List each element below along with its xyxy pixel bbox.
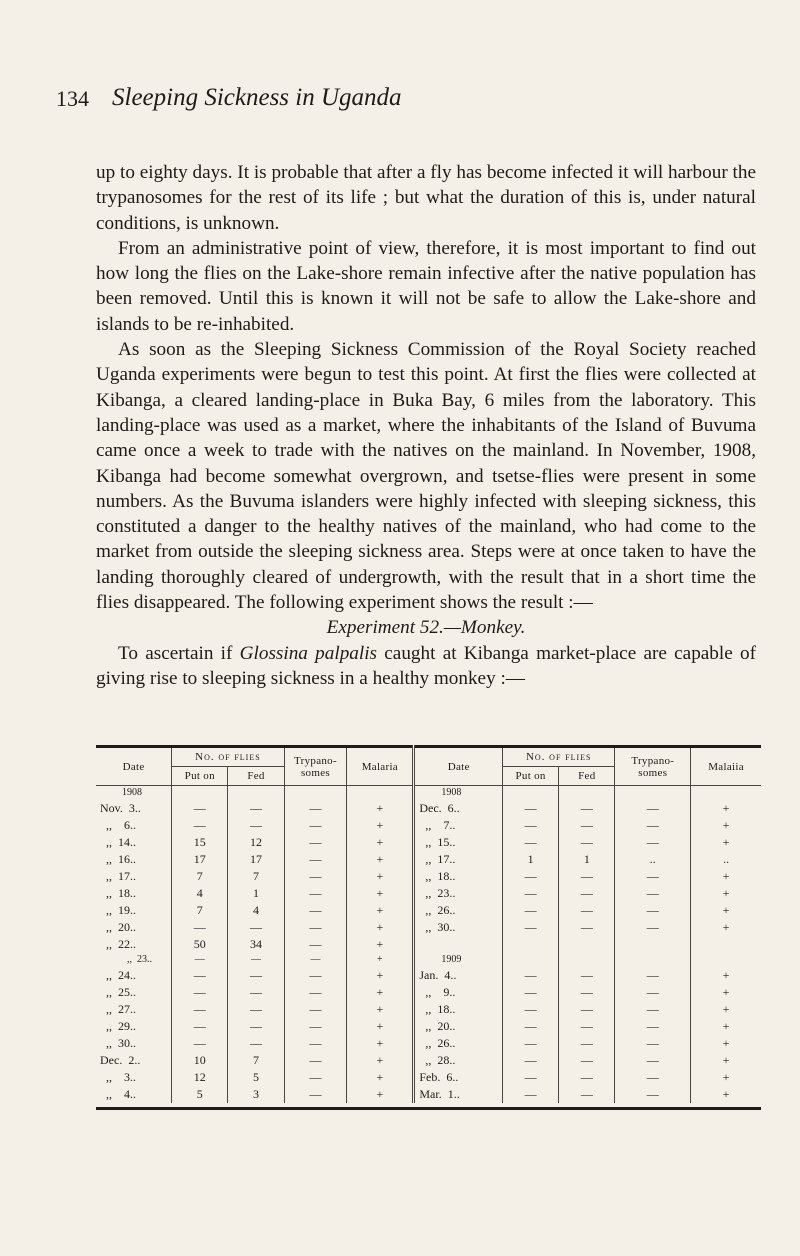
right-tryp-cell: — <box>615 1069 691 1086</box>
right-tryp-cell: — <box>615 1018 691 1035</box>
table-row <box>96 800 761 817</box>
left-malaria-cell: + <box>347 800 414 817</box>
left-tryp-cell: — <box>284 1086 347 1103</box>
left-fed-cell <box>228 786 284 801</box>
header-row-1 <box>96 747 761 767</box>
experiment-table-wrapper <box>96 745 761 1110</box>
right-malaria-cell <box>691 936 761 953</box>
left-fed-cell: 7 <box>228 1052 284 1069</box>
table-row <box>96 817 761 834</box>
table-row <box>96 1035 761 1052</box>
left-put-on-cell <box>172 786 228 801</box>
right-date-cell: ,, 28.. <box>414 1052 503 1069</box>
left-tryp-cell: — <box>284 834 347 851</box>
right-put-on-cell: — <box>503 1086 559 1103</box>
paragraph-1: up to eighty days. It is probable that after a fly has become infected it will harbour the trypanosomes for the rest of its life ; but what the duration of this is, under natural conditions, is unknown. <box>96 162 756 234</box>
right-put-on-cell: — <box>503 1052 559 1069</box>
right-date-cell <box>414 936 503 953</box>
left-put-on-cell: 5 <box>172 1086 228 1103</box>
left-fed-cell: — <box>228 1018 284 1035</box>
paragraph-2: From an administrative point of view, therefore, it is most important to find out how long the flies on the Lake-shore remain infective after the native population has been removed. Until this is known it will not be safe to allow the Lake-shore and islands to be re-inhabited. <box>96 237 756 335</box>
right-put-on-cell: — <box>503 1069 559 1086</box>
left-malaria-cell: + <box>347 834 414 851</box>
right-fed-cell: — <box>559 885 615 902</box>
right-put-on-cell: — <box>503 984 559 1001</box>
header-no-of-flies-left: No. of flies <box>172 747 284 767</box>
left-tryp-cell: — <box>284 1035 347 1052</box>
right-malaria-cell: + <box>722 1053 730 1067</box>
table-row <box>96 1052 761 1069</box>
left-malaria-cell: + <box>347 817 414 834</box>
right-put-on-cell: — <box>503 868 559 885</box>
right-fed-cell: — <box>559 1069 615 1086</box>
left-tryp-cell: — <box>284 885 347 902</box>
right-date-cell: Jan. 4.. <box>414 967 503 984</box>
running-title: Sleeping Sickness in Uganda <box>112 84 402 111</box>
left-malaria-cell: + <box>347 919 414 936</box>
header-malaria-left: Malaria <box>347 747 414 786</box>
left-malaria-cell: + <box>347 1035 414 1052</box>
right-tryp-cell: — <box>615 834 691 851</box>
paragraph-4-pre: To ascertain if <box>118 642 240 664</box>
left-tryp-cell: — <box>284 1069 347 1086</box>
right-fed-cell: — <box>559 919 615 936</box>
right-fed-cell: — <box>559 800 615 817</box>
left-tryp-cell: — <box>284 919 347 936</box>
right-fed-cell: 1 <box>559 851 615 868</box>
right-put-on-cell <box>503 953 559 967</box>
table-row <box>96 851 761 868</box>
right-malaria-cell: + <box>722 903 730 917</box>
left-fed-cell: — <box>228 1001 284 1018</box>
header-malaria-right: Malaiia <box>691 747 761 786</box>
paragraph-4 <box>96 641 756 692</box>
left-fed-cell: — <box>228 953 284 967</box>
left-put-on-cell: — <box>172 1001 228 1018</box>
left-malaria-cell: + <box>347 1018 414 1035</box>
table-row <box>96 902 761 919</box>
table-row <box>96 984 761 1001</box>
right-put-on-cell: — <box>503 817 559 834</box>
right-malaria-cell: .. <box>723 852 730 866</box>
table-row <box>96 786 761 801</box>
table-bottom-rule <box>96 1103 761 1109</box>
left-date-cell: ,, 19.. <box>96 902 172 919</box>
left-fed-cell: 7 <box>228 868 284 885</box>
right-malaria-cell: + <box>722 1019 730 1033</box>
right-tryp-cell: .. <box>615 851 691 868</box>
body-text <box>96 160 756 691</box>
right-tryp-cell: — <box>615 1086 691 1103</box>
left-put-on-cell: — <box>172 817 228 834</box>
left-date-cell: ,, 17.. <box>96 868 172 885</box>
right-date-cell: ,, 17.. <box>414 851 503 868</box>
left-tryp-cell: — <box>284 936 347 953</box>
left-tryp-cell: — <box>284 800 347 817</box>
table-body <box>96 786 761 1104</box>
left-malaria-cell: + <box>347 936 414 953</box>
left-fed-cell: 4 <box>228 902 284 919</box>
right-date-cell: ,, 23.. <box>414 885 503 902</box>
right-tryp-cell: — <box>615 1035 691 1052</box>
left-put-on-cell: 12 <box>172 1069 228 1086</box>
right-date-cell: ,, 9.. <box>414 984 503 1001</box>
right-fed-cell <box>559 936 615 953</box>
right-tryp-cell <box>615 936 691 953</box>
left-malaria-cell: + <box>347 953 414 967</box>
left-date-cell: ,, 27.. <box>96 1001 172 1018</box>
right-malaria-cell: + <box>722 818 730 832</box>
left-tryp-cell: — <box>284 1018 347 1035</box>
left-put-on-cell: 17 <box>172 851 228 868</box>
left-date-cell: ,, 4.. <box>96 1086 172 1103</box>
right-fed-cell: — <box>559 984 615 1001</box>
right-put-on-cell: — <box>503 800 559 817</box>
left-malaria-cell <box>347 786 414 801</box>
left-put-on-cell: 7 <box>172 902 228 919</box>
left-malaria-cell: + <box>347 902 414 919</box>
left-date-cell: Nov. 3.. <box>96 800 172 817</box>
left-put-on-cell: — <box>172 967 228 984</box>
left-put-on-cell: — <box>172 984 228 1001</box>
right-put-on-cell <box>503 936 559 953</box>
left-date-cell: ,, 30.. <box>96 1035 172 1052</box>
right-tryp-cell: — <box>615 902 691 919</box>
right-malaria-cell: + <box>722 886 730 900</box>
header-put-on-right: Put on <box>503 767 559 786</box>
left-put-on-cell: — <box>172 953 228 967</box>
experiment-heading: Experiment 52.—Monkey. <box>326 617 526 639</box>
right-malaria-cell: + <box>722 920 730 934</box>
left-put-on-cell: — <box>172 919 228 936</box>
right-tryp-cell: — <box>615 800 691 817</box>
right-malaria-cell: + <box>722 1070 730 1084</box>
left-date-cell: Dec. 2.. <box>96 1052 172 1069</box>
left-fed-cell: 12 <box>228 834 284 851</box>
left-date-cell: ,, 16.. <box>96 851 172 868</box>
left-fed-cell: 17 <box>228 851 284 868</box>
left-date-cell: ,, 23.. <box>96 953 172 967</box>
right-put-on-cell: 1 <box>503 851 559 868</box>
left-tryp-cell: — <box>284 967 347 984</box>
right-malaria-cell: + <box>722 968 730 982</box>
right-tryp-cell: — <box>615 868 691 885</box>
left-malaria-cell: + <box>347 1052 414 1069</box>
right-put-on-cell: — <box>503 967 559 984</box>
left-fed-cell: — <box>228 1035 284 1052</box>
header-trypanosomes-left: Trypano-somes <box>284 747 347 786</box>
right-put-on-cell <box>503 786 559 801</box>
left-fed-cell: — <box>228 800 284 817</box>
table-row <box>96 1069 761 1086</box>
table-row <box>96 936 761 953</box>
right-tryp-cell <box>615 953 691 967</box>
left-date-cell: ,, 29.. <box>96 1018 172 1035</box>
left-tryp-cell: — <box>284 868 347 885</box>
right-fed-cell: — <box>559 868 615 885</box>
left-date-cell: ,, 25.. <box>96 984 172 1001</box>
header-trypanosomes-right: Trypano-somes <box>615 747 691 786</box>
table-row <box>96 1001 761 1018</box>
left-tryp-cell: — <box>284 817 347 834</box>
left-malaria-cell: + <box>347 885 414 902</box>
right-malaria-cell: + <box>722 1002 730 1016</box>
left-date-cell: ,, 3.. <box>96 1069 172 1086</box>
table-row <box>96 967 761 984</box>
left-fed-cell: — <box>228 919 284 936</box>
right-date-cell: Feb. 6.. <box>414 1069 503 1086</box>
paragraph-4-post: caught at Kibanga market-place are capable of giving rise to sleeping sickness in a healthy monkey :— <box>96 642 756 689</box>
right-put-on-cell: — <box>503 1018 559 1035</box>
right-date-cell: ,, 30.. <box>414 919 503 936</box>
header-no-of-flies-right: No. of flies <box>503 747 615 767</box>
right-tryp-cell: — <box>615 1052 691 1069</box>
table-row <box>96 953 761 967</box>
left-date-cell: ,, 24.. <box>96 967 172 984</box>
right-date-cell: Dec. 6.. <box>414 800 503 817</box>
left-fed-cell: — <box>228 817 284 834</box>
table-row <box>96 834 761 851</box>
header-date-left: Date <box>96 747 172 786</box>
right-put-on-cell: — <box>503 1035 559 1052</box>
left-tryp-cell: — <box>284 1001 347 1018</box>
right-fed-cell: — <box>559 1035 615 1052</box>
header-fed-right: Fed <box>559 767 615 786</box>
right-malaria-cell: + <box>722 869 730 883</box>
left-put-on-cell: — <box>172 1035 228 1052</box>
right-malaria-cell: + <box>722 835 730 849</box>
right-malaria-cell: + <box>722 1036 730 1050</box>
left-tryp-cell: — <box>284 1052 347 1069</box>
right-tryp-cell: — <box>615 885 691 902</box>
right-put-on-cell: — <box>503 1001 559 1018</box>
table-row <box>96 885 761 902</box>
left-date-cell: ,, 22.. <box>96 936 172 953</box>
left-tryp-cell: — <box>284 902 347 919</box>
right-put-on-cell: — <box>503 834 559 851</box>
left-put-on-cell: — <box>172 800 228 817</box>
right-malaria-cell: + <box>722 985 730 999</box>
left-fed-cell: 3 <box>228 1086 284 1103</box>
right-malaria-cell <box>691 953 761 967</box>
left-put-on-cell: 4 <box>172 885 228 902</box>
left-put-on-cell: 15 <box>172 834 228 851</box>
table-row <box>96 1086 761 1103</box>
right-date-cell: ,, 26.. <box>414 1035 503 1052</box>
left-put-on-cell: 7 <box>172 868 228 885</box>
left-date-cell: ,, 20.. <box>96 919 172 936</box>
right-fed-cell <box>559 953 615 967</box>
left-date-cell: ,, 14.. <box>96 834 172 851</box>
right-tryp-cell: — <box>615 984 691 1001</box>
right-fed-cell: — <box>559 817 615 834</box>
right-date-cell: Mar. 1.. <box>414 1086 503 1103</box>
left-malaria-cell: + <box>347 1001 414 1018</box>
table-row <box>96 868 761 885</box>
right-put-on-cell: — <box>503 885 559 902</box>
left-fed-cell: 1 <box>228 885 284 902</box>
left-date-cell: ,, 6.. <box>96 817 172 834</box>
left-malaria-cell: + <box>347 1069 414 1086</box>
header-date-right: Date <box>414 747 503 786</box>
left-malaria-cell: + <box>347 868 414 885</box>
right-date-cell: ,, 7.. <box>414 817 503 834</box>
right-malaria-cell: + <box>722 801 730 815</box>
left-fed-cell: 34 <box>228 936 284 953</box>
left-fed-cell: 5 <box>228 1069 284 1086</box>
left-tryp-cell <box>284 786 347 801</box>
right-fed-cell <box>559 786 615 801</box>
left-date-cell: 1908 <box>96 786 172 801</box>
left-put-on-cell: 10 <box>172 1052 228 1069</box>
right-date-cell: ,, 26.. <box>414 902 503 919</box>
left-malaria-cell: + <box>347 967 414 984</box>
right-date-cell: ,, 20.. <box>414 1018 503 1035</box>
right-fed-cell: — <box>559 902 615 919</box>
species-name: Glossina palpalis <box>239 642 378 664</box>
table-row <box>96 919 761 936</box>
right-tryp-cell: — <box>615 1001 691 1018</box>
table-row <box>96 1018 761 1035</box>
right-malaria-cell: + <box>722 1087 730 1101</box>
left-tryp-cell: — <box>284 984 347 1001</box>
left-fed-cell: — <box>228 967 284 984</box>
left-put-on-cell: — <box>172 1018 228 1035</box>
right-put-on-cell: — <box>503 919 559 936</box>
right-fed-cell: — <box>559 967 615 984</box>
left-tryp-cell: — <box>284 953 347 967</box>
right-date-cell: ,, 15.. <box>414 834 503 851</box>
right-malaria-cell <box>691 786 761 801</box>
left-tryp-cell: — <box>284 851 347 868</box>
left-malaria-cell: + <box>347 1086 414 1103</box>
right-fed-cell: — <box>559 1018 615 1035</box>
right-tryp-cell: — <box>615 967 691 984</box>
right-tryp-cell: — <box>615 919 691 936</box>
right-tryp-cell <box>615 786 691 801</box>
right-date-cell: 1909 <box>414 953 503 967</box>
right-date-cell: ,, 18.. <box>414 868 503 885</box>
right-fed-cell: — <box>559 1001 615 1018</box>
header-put-on-left: Put on <box>172 767 228 786</box>
paragraph-3: As soon as the Sleeping Sickness Commission of the Royal Society reached Uganda experiments were begun to test this point. At first the flies were collected at Kibanga, a cleared landing-place in Buka Bay, 6 miles from the laboratory. This landing-place was used as a market, where the inhabitants of the Island of Buvuma came once a week to trade with the natives on the mainland. In November, 1908, Kibanga had become somewhat overgrown, and tsetse-flies were present in some numbers. As the Buvuma islanders were highly infected with sleeping sickness, this constituted a danger to the healthy natives of the mainland, who had come to the market from outside the sleeping sickness area. Steps were at once taken to have the landing thoroughly cleared of undergrowth, with the result that in a short time the flies disappeared. The following experiment shows the result :— <box>96 339 756 614</box>
right-fed-cell: — <box>559 1086 615 1103</box>
right-date-cell: 1908 <box>414 786 503 801</box>
right-fed-cell: — <box>559 1052 615 1069</box>
right-fed-cell: — <box>559 834 615 851</box>
experiment-table <box>96 745 761 1110</box>
right-put-on-cell: — <box>503 902 559 919</box>
right-tryp-cell: — <box>615 817 691 834</box>
left-date-cell: ,, 18.. <box>96 885 172 902</box>
left-malaria-cell: + <box>347 984 414 1001</box>
right-date-cell: ,, 18.. <box>414 1001 503 1018</box>
left-put-on-cell: 50 <box>172 936 228 953</box>
left-fed-cell: — <box>228 984 284 1001</box>
page-number: 134 <box>56 86 89 111</box>
left-malaria-cell: + <box>347 851 414 868</box>
header-fed-left: Fed <box>228 767 284 786</box>
